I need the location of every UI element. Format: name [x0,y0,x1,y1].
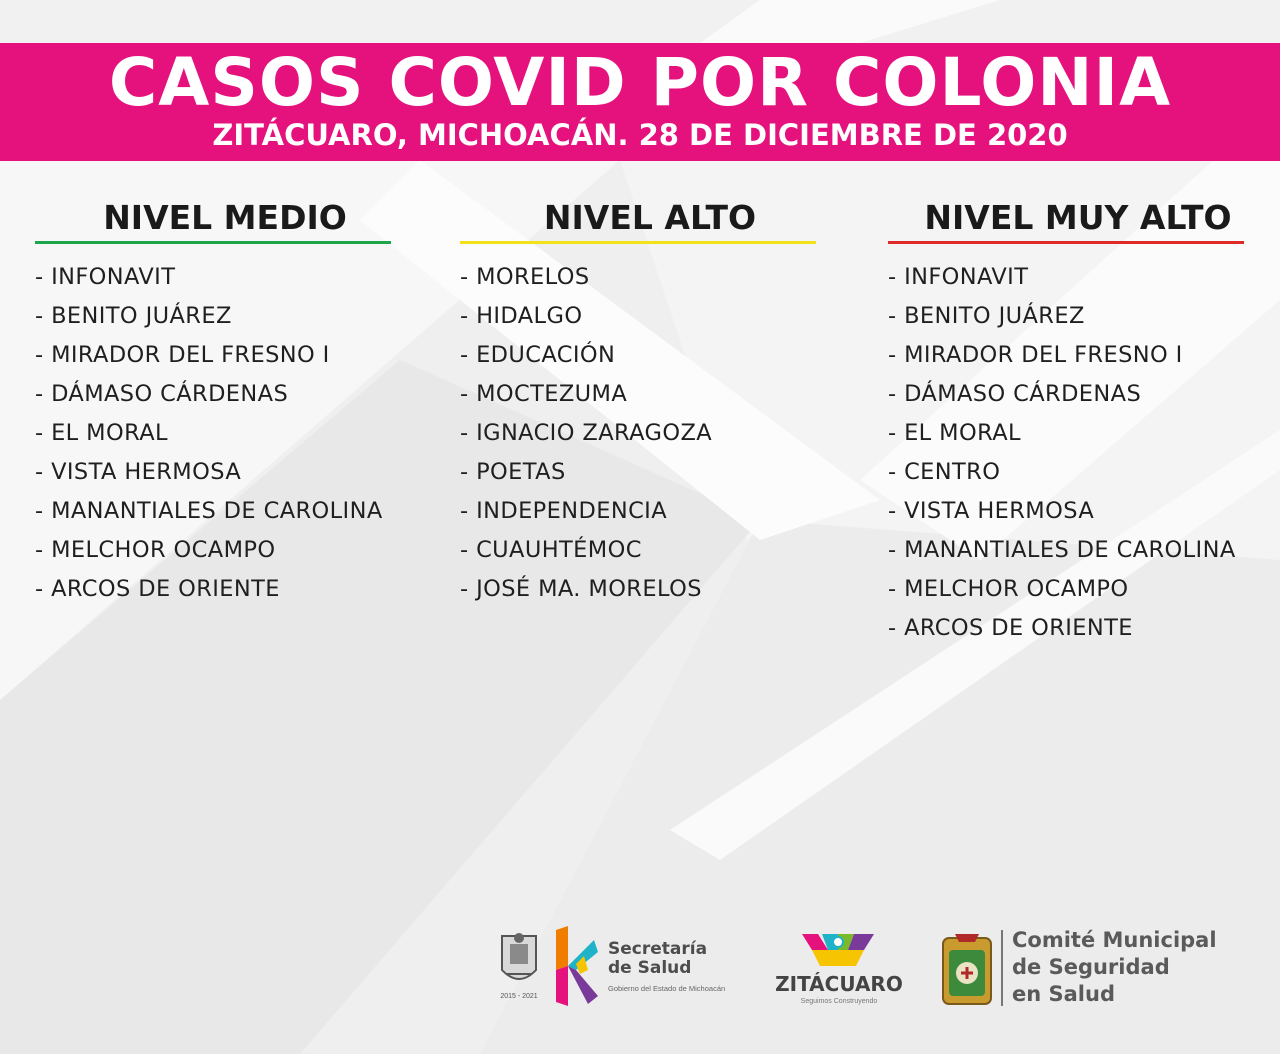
shield-years: 2015 - 2021 [500,993,538,1000]
secretaria-line2: de Salud [608,958,692,978]
list-item: - IGNACIO ZARAGOZA [460,420,713,446]
secretaria-line1: Secretaría [608,939,708,959]
footer-logos [498,920,1258,1020]
level-rule-red [888,241,1244,244]
comite-line3: en Salud [1012,982,1115,1006]
list-item: - MELCHOR OCAMPO [35,537,276,563]
zitacuaro-emblem-icon [798,930,878,970]
list-item: - DÁMASO CÁRDENAS [35,381,289,407]
list-item: - INFONAVIT [888,264,1029,290]
level-column-medio [35,195,415,609]
list-item: - MANANTIALES DE CAROLINA [888,537,1236,563]
list-item: - MORELOS [460,264,590,290]
list-item: - DÁMASO CÁRDENAS [888,381,1142,407]
list-item: - MIRADOR DEL FRESNO I [888,342,1183,368]
secretaria-line3: Gobierno del Estado de Michoacán [608,984,726,993]
list-item: - VISTA HERMOSA [888,498,1095,524]
comite-line1: Comité Municipal [1012,928,1217,952]
list-item: - MELCHOR OCAMPO [888,576,1129,602]
list-item: - EDUCACIÓN [460,342,616,368]
level-heading: NIVEL MUY ALTO [924,198,1232,237]
zitacuaro-slogan: Seguimos Construyendo [800,998,878,1005]
list-item: - CENTRO [888,459,1001,485]
list-item: - BENITO JUÁREZ [35,303,232,329]
zitacuaro-wordmark: ZITÁCUARO [775,972,903,996]
level-column-alto [460,195,840,609]
list-item: - INFONAVIT [35,264,176,290]
list-item: - ARCOS DE ORIENTE [888,615,1133,641]
state-shield-icon [498,930,540,990]
municipal-crest-icon [941,928,993,1008]
list-item: - BENITO JUÁREZ [888,303,1085,329]
list-item: - HIDALGO [460,303,583,329]
secretaria-salud-k-icon [554,926,598,1008]
comite-line2: de Seguridad [1012,955,1170,979]
list-item: - EL MORAL [35,420,168,446]
list-item: - EL MORAL [888,420,1021,446]
level-rule-yellow [460,241,816,244]
colonia-list [888,258,1268,648]
list-item: - INDEPENDENCIA [460,498,668,524]
page-subtitle: ZITÁCUARO, MICHOACÁN. 28 DE DICIEMBRE DE 2020 [212,118,1068,152]
logo-divider [1001,930,1003,1006]
list-item: - MIRADOR DEL FRESNO I [35,342,330,368]
comite-text [1012,927,1217,1008]
level-rule-green [35,241,391,244]
list-item: - MANANTIALES DE CAROLINA [35,498,383,524]
list-item: - VISTA HERMOSA [35,459,242,485]
level-heading: NIVEL MEDIO [103,198,347,237]
list-item: - JOSÉ MA. MORELOS [460,576,702,602]
level-column-muy-alto [888,195,1268,648]
list-item: - ARCOS DE ORIENTE [35,576,280,602]
level-heading: NIVEL ALTO [543,198,757,237]
list-item: - POETAS [460,459,566,485]
list-item: - MOCTEZUMA [460,381,628,407]
secretaria-salud-text [608,940,725,993]
list-item: - CUAUHTÉMOC [460,537,642,563]
title-banner [0,43,1280,161]
colonia-list [35,258,415,609]
colonia-list [460,258,840,609]
page-title: CASOS COVID POR COLONIA [108,44,1172,121]
